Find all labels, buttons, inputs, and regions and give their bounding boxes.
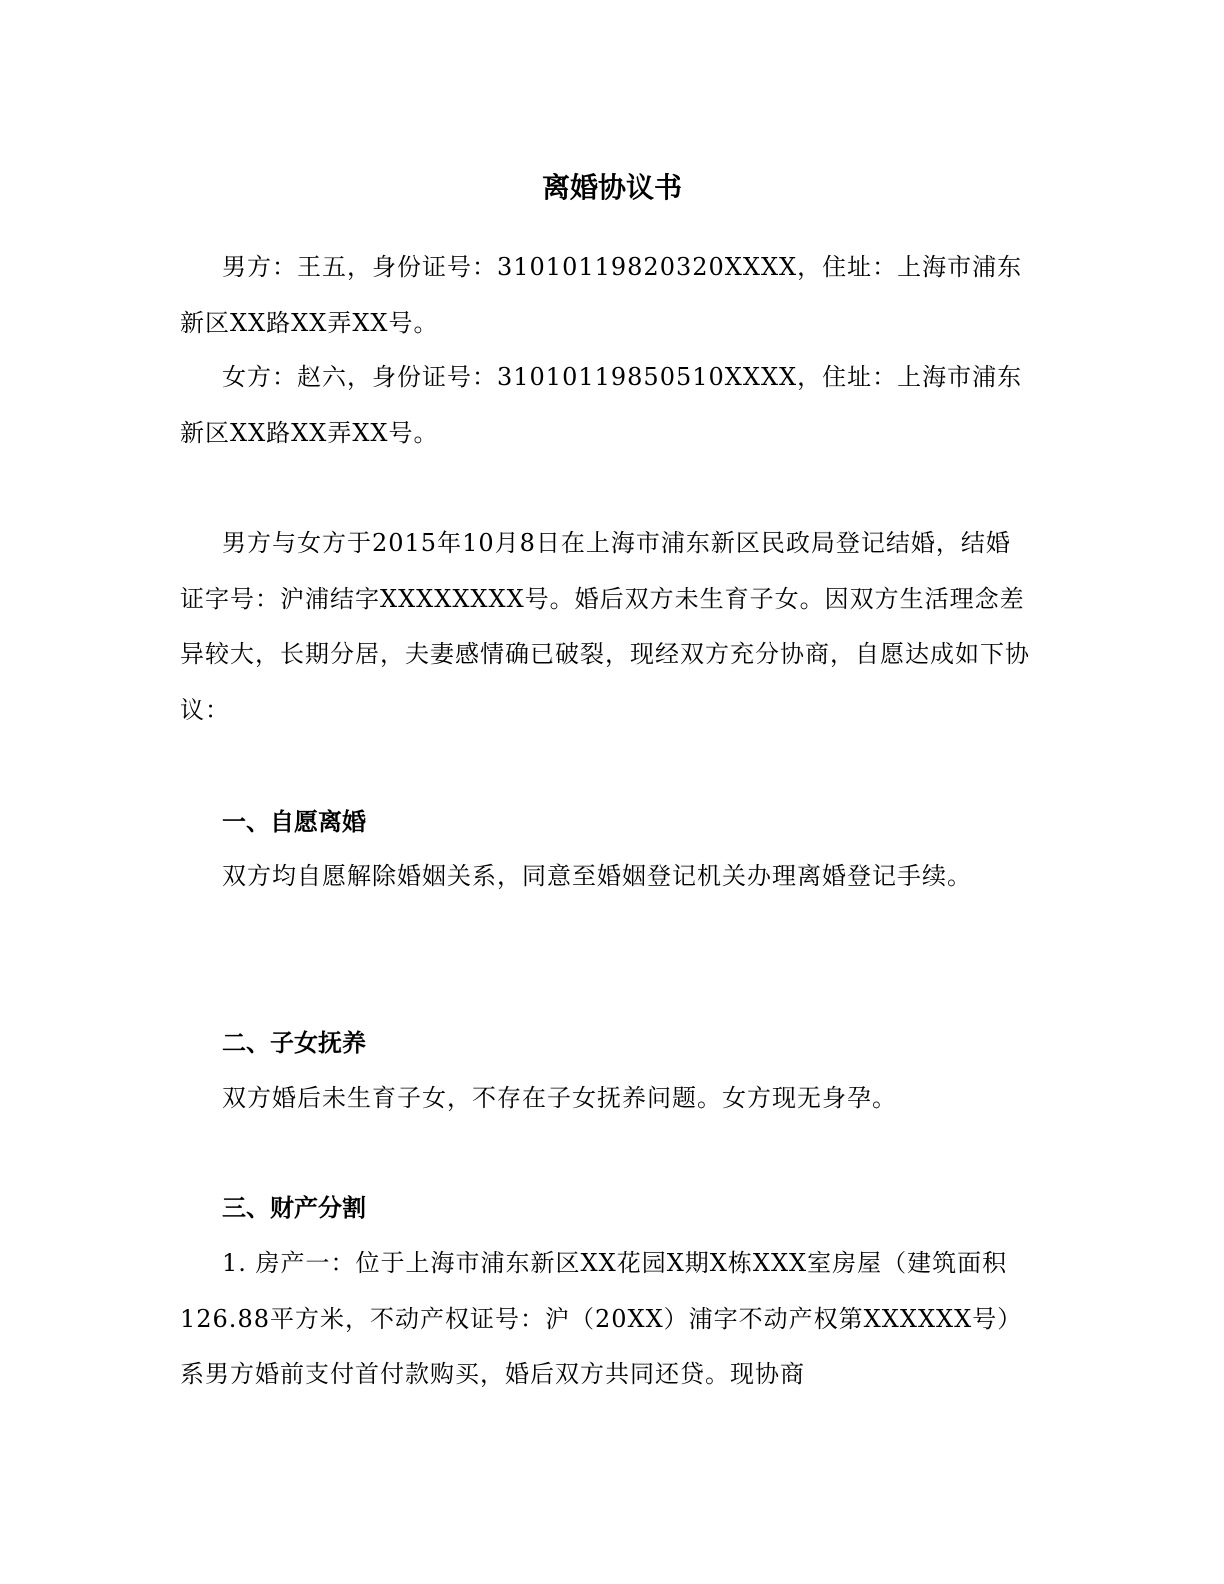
section-text-child-custody: 双方婚后未生育子女，不存在子女抚养问题。女方现无身孕。: [222, 1084, 897, 1112]
section-text-voluntary-divorce: 双方均自愿解除婚姻关系，同意至婚姻登记机关办理离婚登记手续。: [222, 862, 972, 890]
section-heading-property-division: 三、财产分割: [222, 1194, 366, 1222]
document-title: 离婚协议书: [541, 171, 682, 204]
section-heading-voluntary-divorce: 一、自愿离婚: [222, 808, 366, 836]
intro-paragraph: 男方与女方于2015年10月8日在上海市浦东新区民政局登记结婚，结婚证字号：沪浦结字XXXXXXXX号。婚后双方未生育子女。因双方生活理念差异较大，长期分居，夫妻感情确已破裂，现经双方充分协商，自愿达成如下协议：: [180, 529, 1030, 724]
party-male: 男方：王五，身份证号：31010119820320XXXX，住址：上海市浦东新区XX路XX弄XX号。: [180, 253, 1023, 337]
party-female: 女方：赵六，身份证号：31010119850510XXXX，住址：上海市浦东新区XX路XX弄XX号。: [180, 363, 1023, 447]
section-heading-child-custody: 二、子女抚养: [222, 1029, 366, 1057]
section-text-property-division: 1. 房产一：位于上海市浦东新区XX花园X期X栋XXX室房屋（建筑面积126.88平方米，不动产权证号：沪（20XX）浦字不动产权第XXXXXX号）系男方婚前支付首付款购买，婚后双方共同还贷。现协商: [180, 1249, 1023, 1388]
